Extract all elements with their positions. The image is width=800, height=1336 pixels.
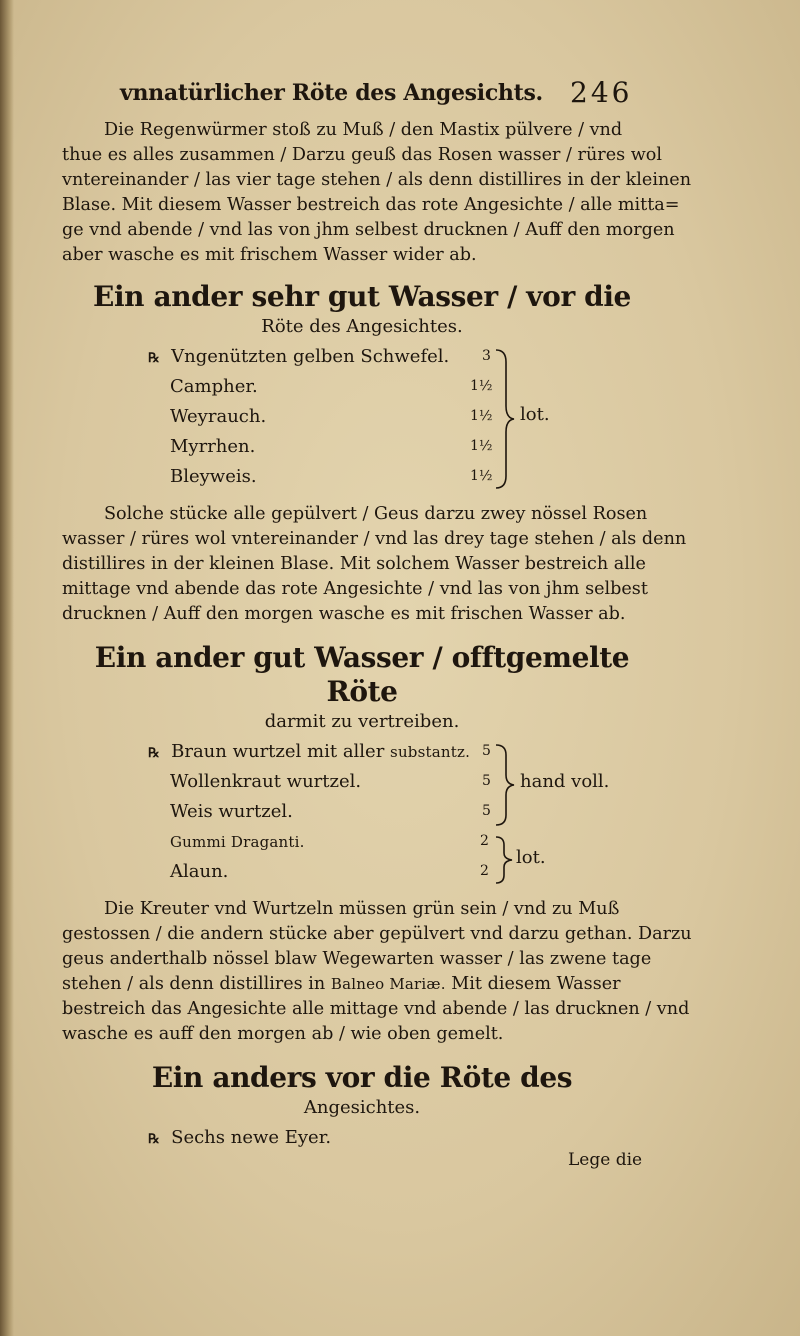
page-text (62, 70, 692, 1161)
ingredient-quantity: 5 (482, 773, 491, 789)
ingredient-name: Bleyweis. (170, 466, 257, 487)
ingredient-latin: Gummi Draganti. (170, 833, 305, 851)
text-line: vntereinander / las vier tage stehen / als denn distillires in der kleinen (62, 170, 692, 190)
unit-label: lot. (516, 847, 546, 868)
text-line: thue es alles zusammen / Darzu geuß das Rosen wasser / rüres wol (62, 145, 663, 165)
ingredient-quantity: 1½ (470, 468, 493, 484)
ingredient-name: Myrrhen. (170, 436, 256, 457)
recipe-1-title: Ein ander sehr gut Wasser / vor die (93, 280, 631, 313)
text-line: aber wasche es mit frischem Wasser wider ab. (62, 245, 477, 265)
text-segment: Mit diesem Wasser (445, 974, 621, 994)
recipe-symbol: ℞ (148, 351, 160, 366)
text-line: Die Kreuter vnd Wurtzeln müssen grün sein / vnd zu Muß (104, 899, 620, 919)
ingredient-name: Weyrauch. (170, 406, 267, 427)
brace-icon (492, 833, 518, 887)
ingredient-name: Campher. (170, 376, 258, 397)
ingredient-quantity: 2 (480, 863, 489, 879)
text-segment: stehen / als denn distillires in (62, 974, 331, 994)
text-line: Blase. Mit diesem Wasser bestreich das rote Angesichte / alle mitta= (62, 195, 680, 215)
ingredient-name: Weis wurtzel. (170, 801, 293, 822)
paragraph-2 (62, 502, 687, 627)
ingredient-name: Braun wurtzel mit aller (171, 741, 391, 762)
text-line (62, 972, 662, 997)
text-line: drucknen / Auff den morgen wasche es mit frischen Wasser ab. (62, 604, 626, 624)
running-head: vnnatürlicher Röte des Angesichts. (120, 80, 543, 106)
brace-icon (492, 741, 518, 829)
ingredient-latin: substantz. (390, 743, 471, 761)
text-line: bestreich das Angesichte alle mittage vnd abende / las drucknen / vnd (62, 999, 690, 1019)
recipe-3-subtitle: Angesichtes. (303, 1097, 421, 1118)
ingredient-name: Sechs newe Eyer. (171, 1127, 332, 1148)
recipe-1-subtitle: Röte des Angesichtes. (261, 316, 463, 337)
recipe-2-title: Ein ander gut Wasser / offtgemelte Röte (94, 641, 630, 708)
ingredient-quantity: 5 (482, 803, 491, 819)
text-line: geus anderthalb nössel blaw Wegewarten wasser / las zwene tage (62, 949, 652, 969)
recipe-symbol: ℞ (148, 1132, 160, 1147)
text-line: Die Regenwürmer stoß zu Muß / den Mastix pülvere / vnd (104, 120, 623, 140)
ingredient-row (148, 346, 449, 367)
latin-phrase: Balneo Mariæ. (330, 975, 446, 993)
ingredient-quantity: 1½ (470, 438, 493, 454)
binding-gutter (0, 0, 14, 1336)
recipe-2-ingredients (62, 735, 662, 897)
ingredient-quantity: 3 (482, 348, 491, 364)
text-line: wasser / rüres wol vntereinander / vnd las drey tage stehen / als denn (62, 529, 687, 549)
page-number: 246 (570, 76, 633, 109)
ingredient-row (148, 741, 470, 762)
text-line: wasche es auff den morgen ab / wie oben gemelt. (62, 1024, 504, 1044)
ingredient-quantity: 1½ (470, 378, 493, 394)
ingredient-quantity: 1½ (470, 408, 493, 424)
recipe-1-ingredients (62, 340, 662, 502)
ingredient-quantity: 2 (480, 833, 489, 849)
ingredient-quantity: 5 (482, 743, 491, 759)
unit-label: hand voll. (520, 771, 610, 792)
text-line: distillires in der kleinen Blase. Mit solchem Wasser bestreich alle (62, 554, 646, 574)
brace-icon (492, 346, 518, 492)
ingredient-name: Wollenkraut wurtzel. (170, 771, 362, 792)
ingredient-row (148, 1127, 331, 1148)
recipe-symbol: ℞ (148, 746, 160, 761)
unit-label: lot. (520, 404, 550, 425)
paragraph-1 (62, 118, 692, 268)
recipe-2-subtitle: darmit zu vertreiben. (264, 711, 460, 732)
recipe-3-title: Ein anders vor die Röte des (151, 1061, 573, 1094)
ingredient-name: Vngenützten gelben Schwefel. (171, 346, 450, 367)
page-header (62, 70, 662, 118)
text-line: Solche stücke alle gepülvert / Geus darzu zwey nössel Rosen (104, 504, 648, 524)
catchword: Lege die (568, 1150, 643, 1170)
paragraph-3 (62, 897, 692, 1047)
text-line: mittage vnd abende das rote Angesichte / vnd las von jhm selbest (62, 579, 648, 599)
text-line: ge vnd abende / vnd las von jhm selbest drucknen / Auff den morgen (62, 220, 675, 240)
ingredient-name: Alaun. (170, 861, 229, 882)
text-line: gestossen / die andern stücke aber gepülvert vnd darzu gethan. Darzu (62, 924, 692, 944)
